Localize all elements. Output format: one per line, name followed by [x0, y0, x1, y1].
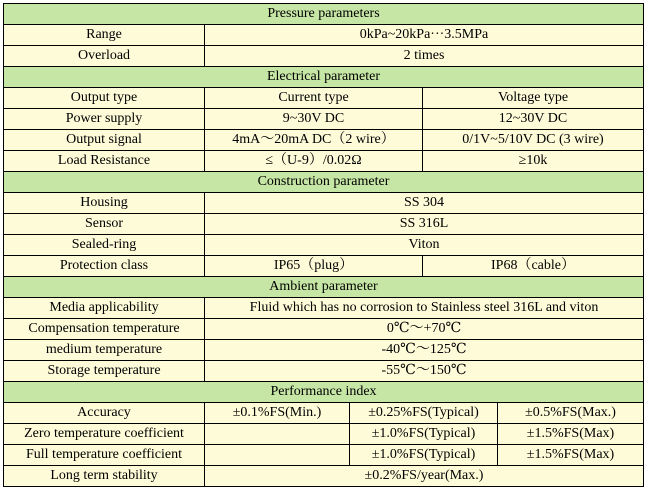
output-signal-voltage: 0/1V~5/10V DC (3 wire) [423, 130, 644, 151]
housing-label: Housing [4, 193, 205, 214]
section-pressure: Pressure parameters [4, 4, 644, 25]
range-value: 0kPa~20kPa···3.5MPa [205, 25, 644, 46]
accuracy-min: ±0.1%FS(Min.) [205, 403, 350, 424]
media-label: Media applicability [4, 298, 205, 319]
load-resistance-voltage: ≥10k [423, 151, 644, 172]
accuracy-typical: ±0.25%FS(Typical) [350, 403, 498, 424]
medium-temp-label: medium temperature [4, 340, 205, 361]
section-performance: Performance index [4, 382, 644, 403]
section-ambient: Ambient parameter [4, 277, 644, 298]
full-temp-coef-empty [205, 445, 350, 466]
current-type-header: Current type [205, 88, 423, 109]
compensation-temp-value: 0℃～+70℃ [205, 319, 644, 340]
output-signal-label: Output signal [4, 130, 205, 151]
load-resistance-label: Load Resistance [4, 151, 205, 172]
range-label: Range [4, 25, 205, 46]
spec-table [3, 3, 644, 487]
full-temp-coef-label: Full temperature coefficient [4, 445, 205, 466]
section-construction: Construction parameter [4, 172, 644, 193]
zero-temp-coef-label: Zero temperature coefficient [4, 424, 205, 445]
sealed-ring-value: Viton [205, 235, 644, 256]
sensor-value: SS 316L [205, 214, 644, 235]
medium-temp-value: -40℃～125℃ [205, 340, 644, 361]
section-electrical: Electrical parameter [4, 67, 644, 88]
protection-class-label: Protection class [4, 256, 205, 277]
media-value: Fluid which has no corrosion to Stainless steel 316L and viton [205, 298, 644, 319]
protection-cable: IP68（cable） [423, 256, 644, 277]
protection-plug: IP65（plug） [205, 256, 423, 277]
zero-temp-coef-typical: ±1.0%FS(Typical) [350, 424, 498, 445]
accuracy-label: Accuracy [4, 403, 205, 424]
compensation-temp-label: Compensation temperature [4, 319, 205, 340]
power-supply-voltage: 12~30V DC [423, 109, 644, 130]
full-temp-coef-max: ±1.5%FS(Max) [498, 445, 644, 466]
zero-temp-coef-max: ±1.5%FS(Max) [498, 424, 644, 445]
sealed-ring-label: Sealed-ring [4, 235, 205, 256]
overload-label: Overload [4, 46, 205, 67]
long-term-stability-label: Long term stability [4, 466, 205, 487]
output-signal-current: 4mA～20mA DC（2 wire） [205, 130, 423, 151]
zero-temp-coef-empty [205, 424, 350, 445]
output-type-label: Output type [4, 88, 205, 109]
overload-value: 2 times [205, 46, 644, 67]
storage-temp-label: Storage temperature [4, 361, 205, 382]
full-temp-coef-typical: ±1.0%FS(Typical) [350, 445, 498, 466]
long-term-stability-value: ±0.2%FS/year(Max.) [205, 466, 644, 487]
power-supply-label: Power supply [4, 109, 205, 130]
housing-value: SS 304 [205, 193, 644, 214]
power-supply-current: 9~30V DC [205, 109, 423, 130]
voltage-type-header: Voltage type [423, 88, 644, 109]
storage-temp-value: -55℃～150℃ [205, 361, 644, 382]
accuracy-max: ±0.5%FS(Max.) [498, 403, 644, 424]
sensor-label: Sensor [4, 214, 205, 235]
load-resistance-current: ≤（U-9）/0.02Ω [205, 151, 423, 172]
